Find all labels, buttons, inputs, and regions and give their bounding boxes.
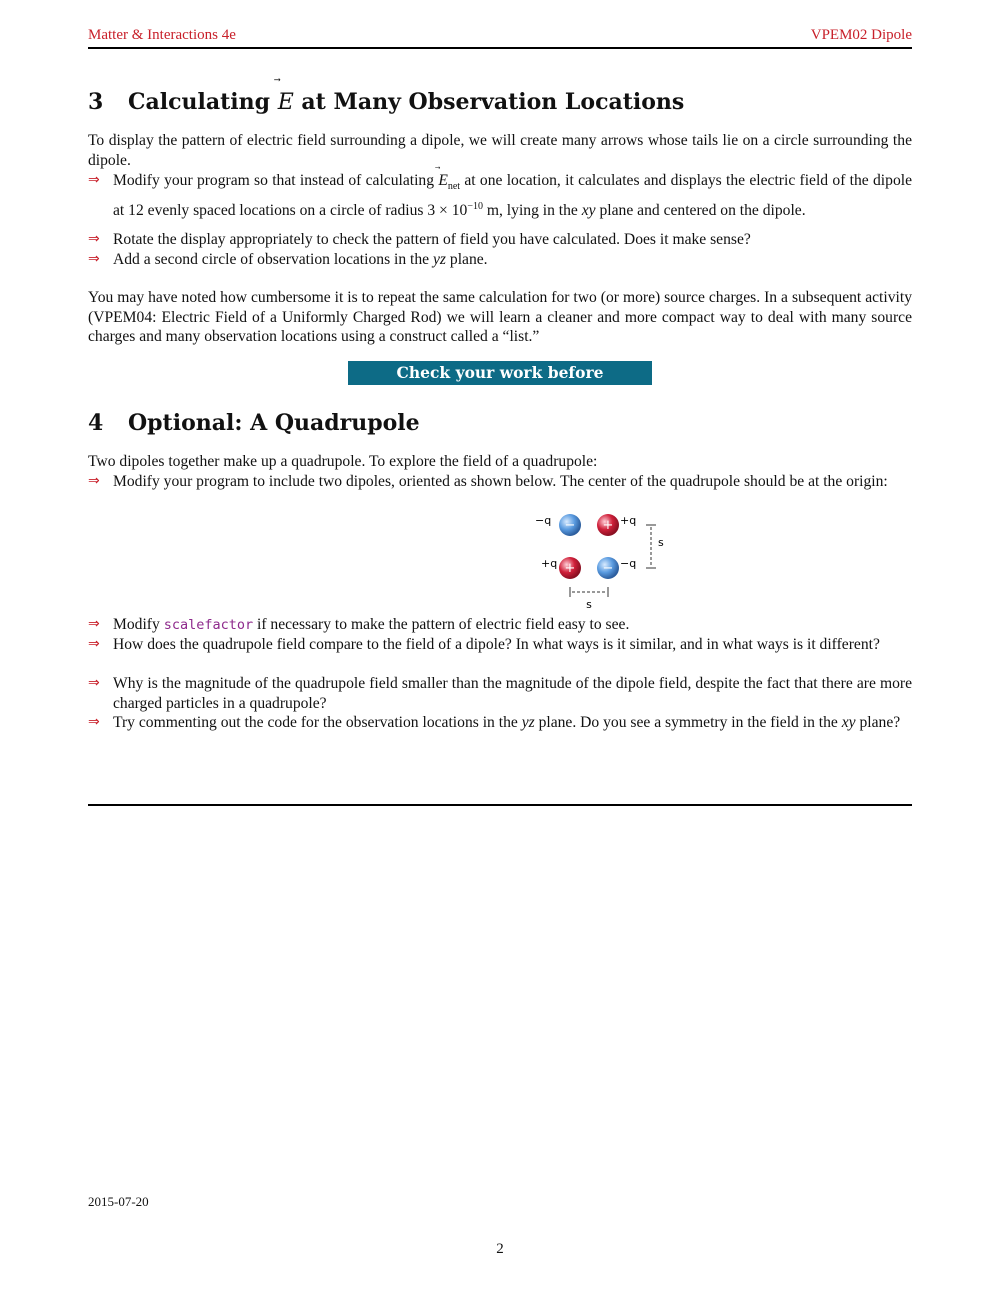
list-item bbox=[88, 472, 912, 492]
list-item bbox=[88, 230, 912, 250]
label-bottom-left: +q bbox=[541, 557, 558, 570]
section-3-intro: To display the pattern of electric field surrounding a dipole, we will create many arrows whose tails lie on a circle surrounding the dipole. bbox=[88, 132, 912, 169]
label-bottom-right: −q bbox=[620, 557, 637, 570]
implies-arrow-icon: ⇒ bbox=[88, 714, 100, 730]
section-4-heading bbox=[88, 410, 912, 436]
section-number: 4 bbox=[88, 410, 104, 436]
list-item-text: Modify your program so that instead of calculating $E_{net}$ at one location, it calculates and displays the electric field of the dipole at 12 evenly spaced locations on a circle of radius $3 \times 10^{-10}$ m, lying in the xy plane and centered on the dipole. bbox=[113, 172, 912, 219]
list-item bbox=[88, 713, 912, 733]
implies-arrow-icon: ⇒ bbox=[88, 251, 100, 267]
positive-charge-bottom-left bbox=[559, 557, 581, 579]
list-item-text: Why is the magnitude of the quadrupole field smaller than the magnitude of the dipole field, despite the fact that there are more charged particles in a quadrupole? bbox=[113, 675, 912, 712]
list-item bbox=[88, 171, 912, 220]
list-item-text: Rotate the display appropriately to check the pattern of field you have calculated. Does it make sense? bbox=[113, 231, 751, 248]
list-item bbox=[88, 674, 912, 713]
running-header bbox=[88, 27, 912, 49]
label-top-left: −q bbox=[535, 514, 552, 527]
end-rule bbox=[88, 804, 912, 806]
page-number: 2 bbox=[496, 1241, 504, 1257]
header-book-title: Matter & Interactions 4e bbox=[88, 27, 236, 43]
quadrupole-figure bbox=[444, 508, 664, 614]
svg-text:−: − bbox=[564, 518, 576, 533]
footer-date: 2015-07-20 bbox=[88, 1194, 149, 1209]
section-4-intro: Two dipoles together make up a quadrupole. To explore the field of a quadrupole: bbox=[88, 453, 598, 470]
header-activity-title: VPEM02 Dipole bbox=[810, 27, 912, 43]
list-item bbox=[88, 635, 912, 655]
check-work-banner: Check your work before continuing. bbox=[348, 361, 652, 385]
section-title-part: Calculating bbox=[128, 89, 278, 115]
negative-charge-top-left bbox=[559, 514, 581, 536]
code-scalefactor: scalefactor bbox=[163, 617, 254, 633]
section-title-part: at Many Observation Locations bbox=[293, 89, 685, 115]
efield-symbol bbox=[278, 90, 294, 115]
efield-letter: E bbox=[277, 90, 294, 115]
section-title: Optional: A Quadrupole bbox=[128, 410, 420, 436]
positive-charge-top-right bbox=[597, 514, 619, 536]
section-3-heading bbox=[88, 89, 912, 115]
efield-symbol: E bbox=[438, 172, 448, 189]
implies-arrow-icon: ⇒ bbox=[88, 675, 100, 691]
label-top-right: +q bbox=[620, 514, 637, 527]
list-item-text: Add a second circle of observation locations in the yz plane. bbox=[113, 251, 488, 268]
horizontal-spacing-indicator bbox=[570, 587, 608, 611]
implies-arrow-icon: ⇒ bbox=[88, 473, 100, 489]
list-item-text: How does the quadrupole field compare to the field of a dipole? In what ways is it similar, and in what ways is it different? bbox=[113, 636, 880, 653]
list-item-text: Modify scalefactor if necessary to make the pattern of electric field easy to see. bbox=[113, 616, 630, 633]
list-item bbox=[88, 615, 912, 636]
section-number: 3 bbox=[88, 89, 104, 115]
label-s-vertical: s bbox=[658, 536, 664, 549]
implies-arrow-icon: ⇒ bbox=[88, 636, 100, 652]
svg-text:+: + bbox=[602, 518, 614, 533]
svg-text:+: + bbox=[564, 561, 576, 576]
label-s-horizontal: s bbox=[586, 598, 592, 611]
implies-arrow-icon: ⇒ bbox=[88, 172, 100, 188]
implies-arrow-icon: ⇒ bbox=[88, 616, 100, 632]
negative-charge-bottom-right bbox=[597, 557, 619, 579]
list-item-text: Modify your program to include two dipoles, oriented as shown below. The center of the quadrupole should be at the origin: bbox=[113, 473, 888, 490]
implies-arrow-icon: ⇒ bbox=[88, 231, 100, 247]
section-3-paragraph: You may have noted how cumbersome it is to repeat the same calculation for two (or more) source charges. In a subsequent activity (VPEM04: Electric Field of a Uniformly Charged Rod) we will learn a cleaner and more compact way to deal with many source charges and many observation locations using a construct called a “list.” bbox=[88, 289, 912, 346]
list-item bbox=[88, 250, 912, 270]
vertical-spacing-indicator bbox=[646, 525, 664, 568]
list-item-text: Try commenting out the code for the observation locations in the yz plane. Do you see a symmetry in the field in the xy plane? bbox=[113, 714, 901, 731]
svg-text:−: − bbox=[602, 561, 614, 576]
